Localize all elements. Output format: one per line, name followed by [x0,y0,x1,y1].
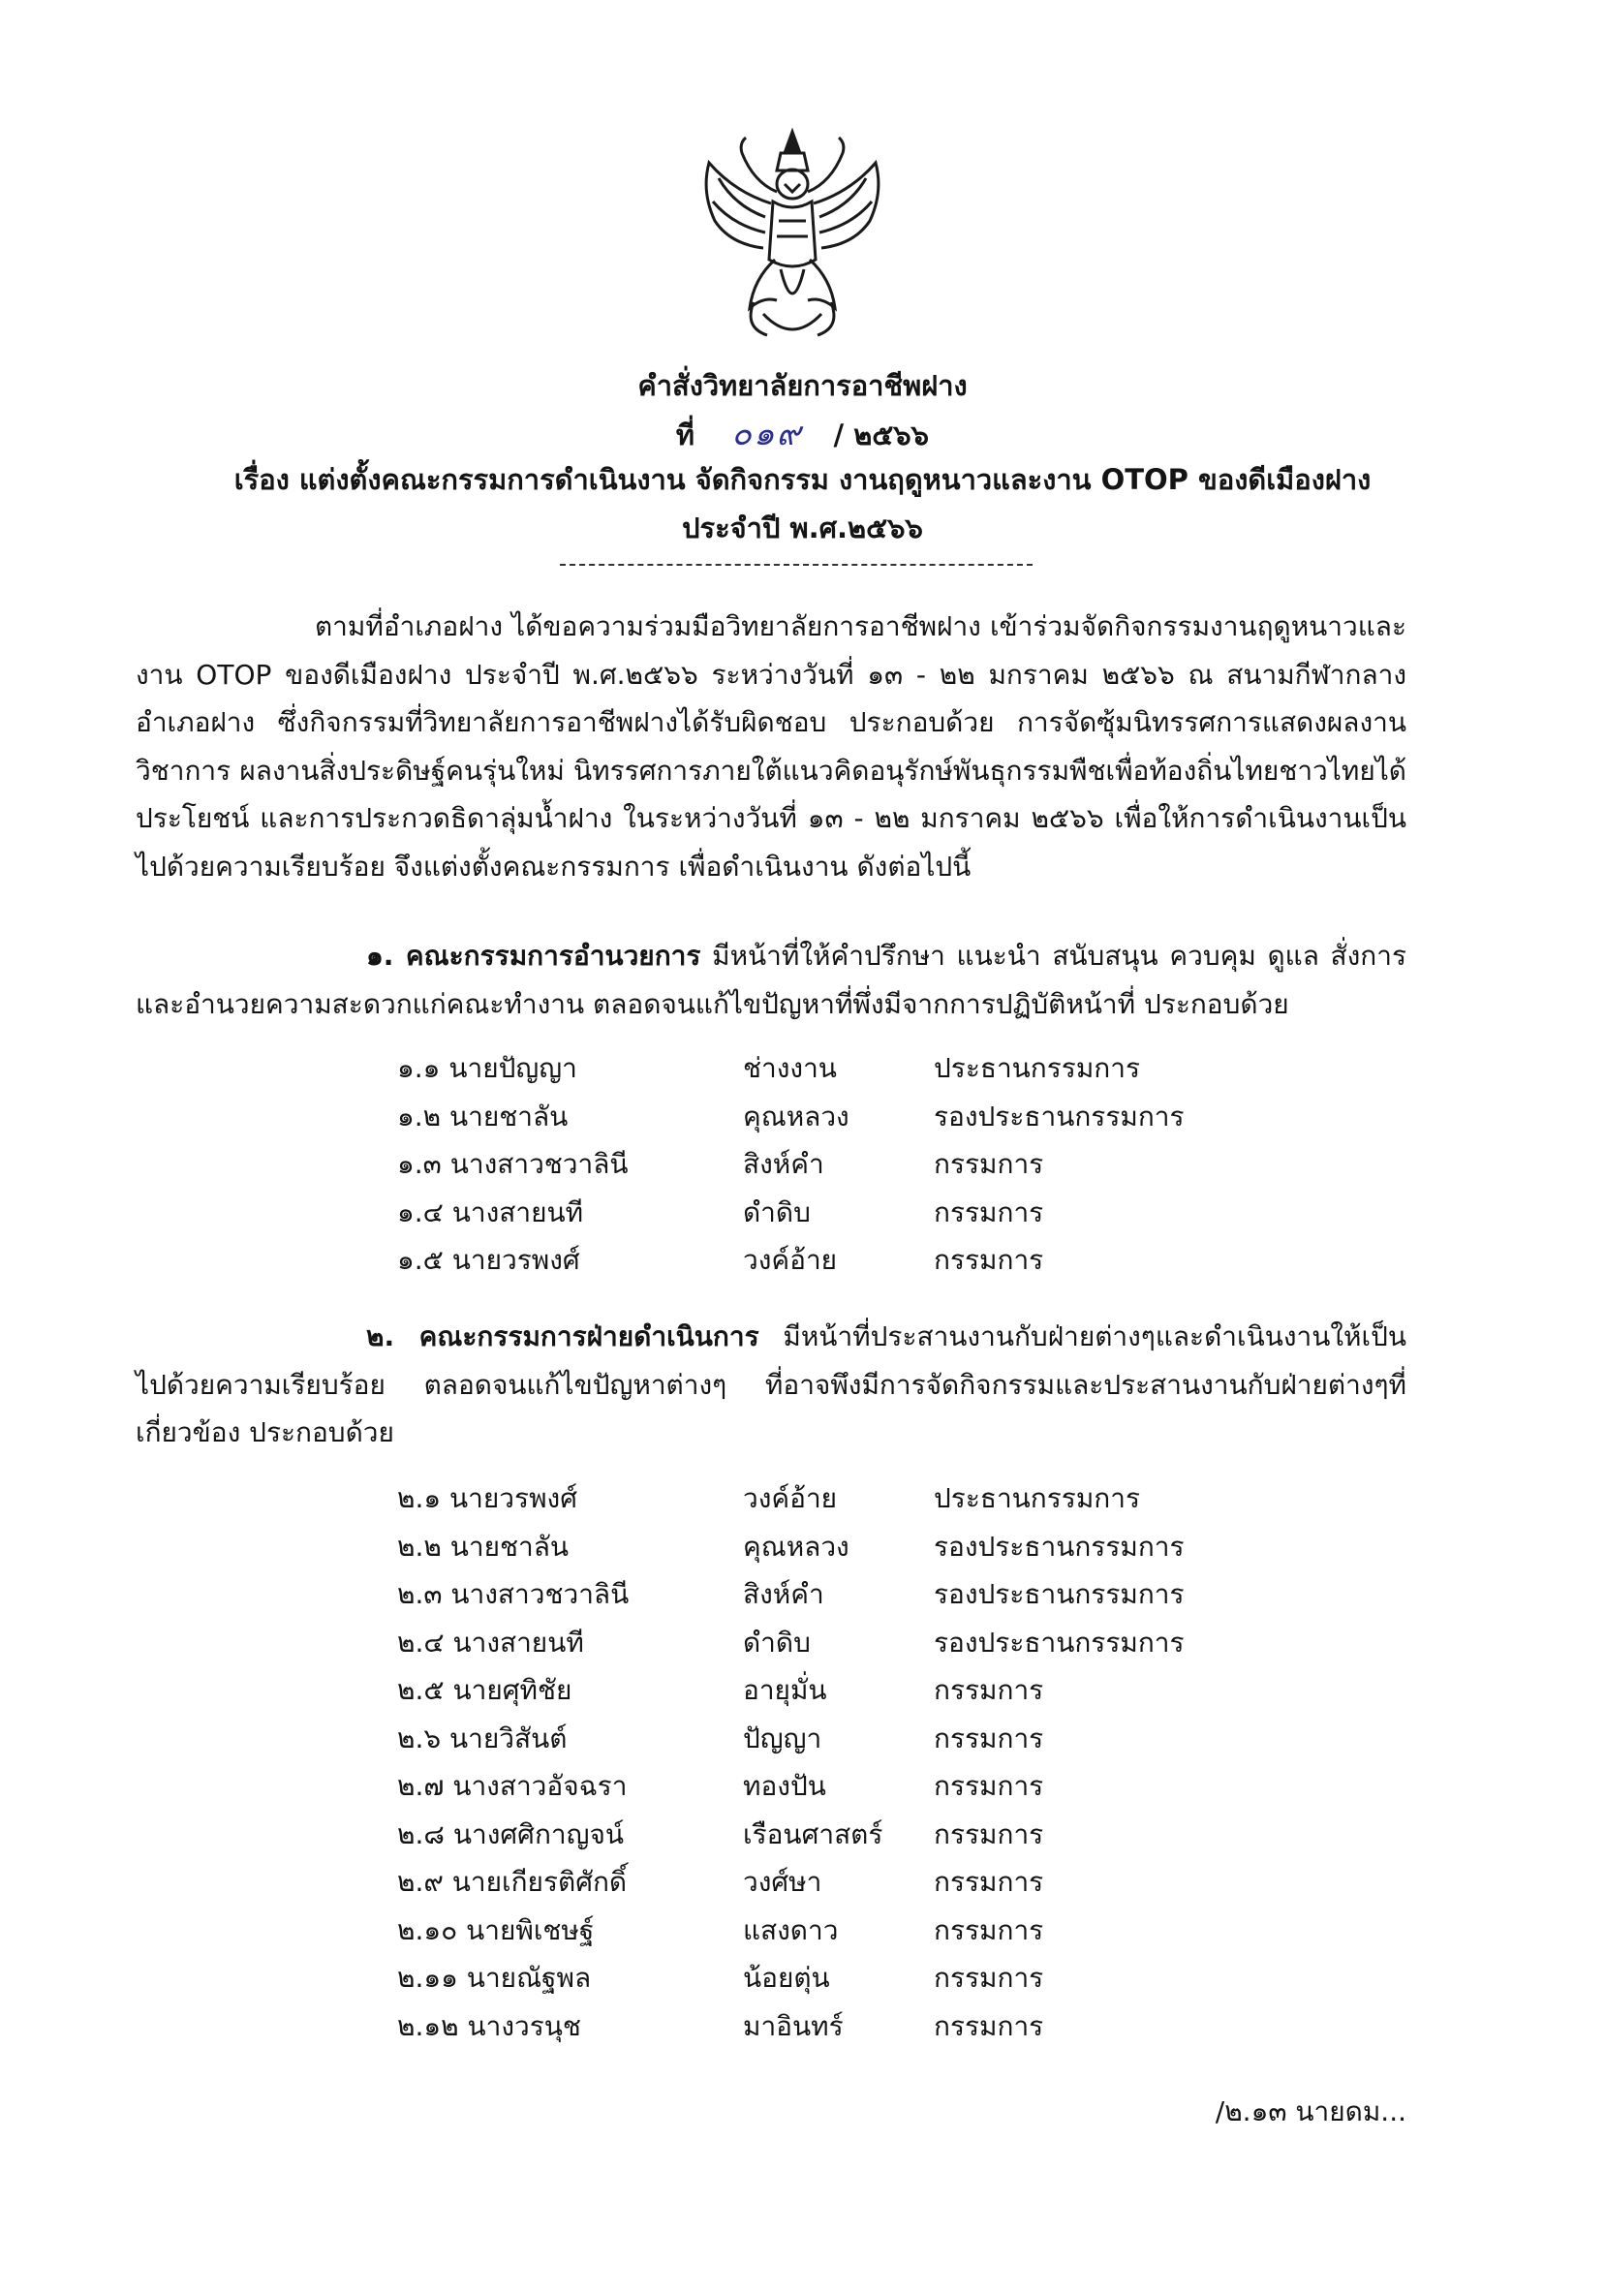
member-role: กรรมการ [934,1722,1044,1754]
order-subject-year: ประจำปี พ.ศ.๒๕๖๖ [682,512,923,544]
member-name: ๒.๒ นายชาลัน [397,1530,570,1563]
section-2-heading: ๒. คณะกรรมการฝ่ายดำเนินการ [366,1320,759,1352]
member-role: กรรมการ [934,1195,1044,1228]
member-surname: คุณหลวง [743,1100,849,1132]
order-year: / ๒๕๖๖ [833,419,930,451]
member-surname: คุณหลวง [743,1530,849,1563]
member-role: รองประธานกรรมการ [934,1530,1185,1563]
member-surname: มาอินทร์ [743,2009,844,2042]
intro-text: ตามที่อำเภอฝาง ได้ขอความร่วมมือวิทยาลัยการอาชีพฝาง เข้าร่วมจัดกิจกรรมงานฤดูหนาวและงาน OTOP ของดีเมืองฝาง ประจำปี พ.ศ.๒๕๖๖ ระหว่างวันที่ ๑๓ - ๒๒ มกราคม ๒๕๖๖ ณ สนามกีฬากลางอำเภอฝาง ซึ่งกิจกรรมที่วิทยาลัยการอาชีพฝางได้รับผิดชอบ ประกอบด้วย การจัดซุ้มนิทรรศการแสดงผลงานวิชาการ ผลงานสิ่งประดิษฐ์คนรุ่นใหม่ นิทรรศการภายใต้แนวคิดอนุรักษ์พันธุกรรมพืชเพื่อท้องถิ่นไทยชาวไทยได้ประโยชน์ และการประกวดธิดาลุ่มน้ำฝาง ในระหว่างวันที่ ๑๓ - ๒๒ มกราคม ๒๕๖๖ เพื่อให้การดำเนินงานเป็นไปด้วยความเรียบร้อย จึงแต่งตั้งคณะกรรมการ เพื่อดำเนินงาน ดังต่อไปนี้ [136,610,1406,883]
member-name: ๒.๖ นายวิสันต์ [397,1722,568,1754]
member-surname: ทองปัน [743,1770,826,1802]
member-surname: ดำดิบ [743,1626,811,1659]
member-surname: วงค์อ้าย [743,1482,838,1514]
member-role: กรรมการ [934,2009,1044,2042]
member-role: กรรมการ [934,1913,1044,1946]
section-1-paragraph [136,932,1406,1028]
member-name: ๒.๑๐ นายพิเชษฐ์ [397,1913,595,1946]
member-name: ๑.๒ นายชาลัน [397,1100,569,1132]
member-name: ๒.๙ นายเกียรติศักดิ์ [397,1866,628,1898]
member-name: ๑.๑ นายปัญญา [397,1052,577,1084]
order-number-line [0,407,1605,459]
member-surname: สิงห์คำ [743,1578,824,1610]
member-surname: ปัญญา [743,1722,822,1754]
member-name: ๒.๑ นายวรพงศ์ [397,1482,577,1514]
order-number-prefix: ที่ [675,419,695,451]
member-name: ๑.๓ นางสาวชวาลินี [397,1148,629,1180]
member-name: ๒.๕ นายศุทิชัย [397,1674,572,1706]
member-surname: น้อยตุ่น [743,1962,830,1994]
member-surname: วงศ์ษา [743,1866,822,1898]
member-surname: เรือนศาสตร์ [743,1817,883,1850]
section-2-description: มีหน้าที่ประสานงานกับฝ่ายต่างๆและดำเนินงานให้เป็นไปด้วยความเรียบร้อย ตลอดจนแก้ไขปัญหาต่างๆ ที่อาจพึงมีการจัดกิจกรรมและประสานงานกับฝ่ายต่างๆที่เกี่ยวข้อง ประกอบด้วย [136,1320,1406,1448]
member-role: รองประธานกรรมการ [934,1578,1185,1610]
member-role: รองประธานกรรมการ [934,1100,1185,1132]
header-divider [560,564,1033,566]
member-role: กรรมการ [934,1674,1044,1706]
member-surname: อายุมั่น [743,1674,827,1706]
garuda-emblem-icon [695,124,889,347]
member-surname: ดำดิบ [743,1195,811,1228]
member-role: กรรมการ [934,1148,1044,1180]
order-subject: เรื่อง แต่งตั้งคณะกรรมการดำเนินงาน จัดกิจกรรม งานฤดูหนาวและงาน OTOP ของดีเมืองฝาง [233,463,1372,496]
member-role: กรรมการ [934,1962,1044,1994]
member-surname: ช่างงาน [743,1052,837,1084]
member-role: ประธานกรรมการ [934,1052,1141,1084]
section-2-paragraph [136,1313,1406,1457]
member-role: กรรมการ [934,1244,1044,1276]
member-surname: วงค์อ้าย [743,1244,838,1276]
member-name: ๒.๘ นางศศิกาญจน์ [397,1817,625,1850]
member-name: ๒.๗ นางสาวอัจฉรา [397,1770,628,1802]
order-number: ๐๑๙ [731,415,803,453]
member-role: กรรมการ [934,1770,1044,1802]
page-continuation: /๒.๑๓ นายดม... [1215,2095,1406,2127]
member-surname: แสงดาว [743,1913,839,1946]
intro-paragraph [136,603,1406,890]
section-1-heading: ๑. คณะกรรมการอำนวยการ [366,940,701,972]
section-1-description: มีหน้าที่ให้คำปรึกษา แนะนำ สนับสนุน ควบคุม ดูแล สั่งการและอำนวยความสะดวกแก่คณะทำงาน ตลอดจนแก้ไขปัญหาที่พึ่งมีจากการปฏิบัติหน้าที่ ประกอบด้วย [136,940,1407,1020]
member-name: ๑.๕ นายวรพงศ์ [397,1244,580,1276]
member-name: ๑.๔ นางสายนที [397,1195,584,1228]
member-role: ประธานกรรมการ [934,1482,1141,1514]
member-role: กรรมการ [934,1817,1044,1850]
member-name: ๒.๑๒ นางวรนุช [397,2009,581,2042]
member-name: ๒.๑๑ นายณัฐพล [397,1962,592,1994]
member-role: รองประธานกรรมการ [934,1626,1185,1659]
member-name: ๒.๓ นางสาวชวาลินี [397,1578,630,1610]
member-role: กรรมการ [934,1866,1044,1898]
order-issuer: คำสั่งวิทยาลัยการอาชีพฝาง [637,369,968,402]
member-name: ๒.๔ นางสายนที [397,1626,584,1659]
member-surname: สิงห์คำ [743,1148,824,1180]
